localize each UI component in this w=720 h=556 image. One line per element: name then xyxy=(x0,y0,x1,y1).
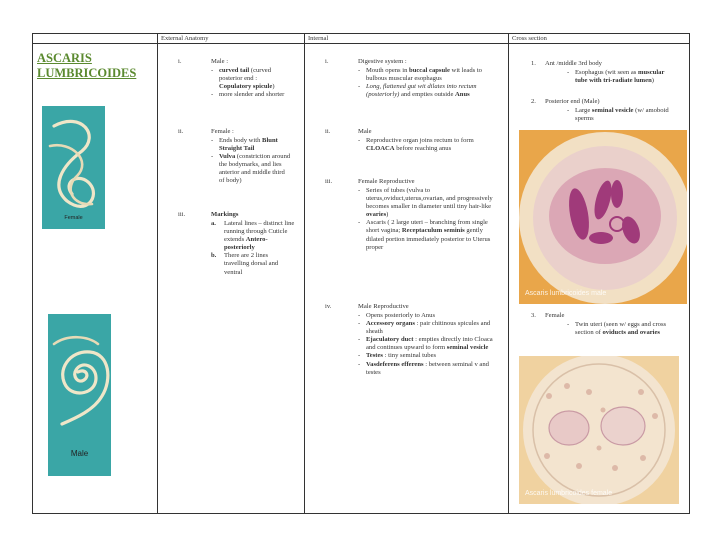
list-item: - more slender and shorter xyxy=(211,91,289,99)
female-specimen-photo xyxy=(42,106,105,229)
female-photo-label: Female xyxy=(64,215,83,221)
list-item: - Twin uteri (seen w/ eggs and cross section of oviducts and ovaries xyxy=(567,321,677,337)
male-specimen-photo xyxy=(48,314,111,476)
list-item: - Accessory organs : pair chitinous spicules and sheath xyxy=(358,320,498,336)
header-external-anatomy: External Anatomy xyxy=(158,34,305,44)
list-item: - Reproductive organ joins rectum to form CLOACA before reaching anus xyxy=(358,137,498,153)
micrograph-caption-male: Ascaris lumbricoides male xyxy=(525,289,607,297)
specimen-column xyxy=(33,44,158,514)
cross-section-female-micrograph xyxy=(519,356,679,504)
list-item: - Ejaculatory duct : empties directly into Cloaca and continues upward to form seminal vesicle xyxy=(358,336,498,352)
list-item: - Vulva (constriction around the bodymarks, and lies anterior and middle third of body) xyxy=(211,153,291,185)
cross-section-column: 1. Ant /middle 3rd body - Esophagus (wit seen as muscular tube with tri-radiate lumen) 2. Posterior end (Male) - Large seminal vesicle (w/ amoboid sperms Ascaris lumbricoides male 3. Female - Twin uteri (seen w/ eggs and cross section of oviducts and ovaries Ascaris lumbricoides female xyxy=(509,44,690,514)
list-item: - Ascaris ( 2 large uteri – branching from single short vagina; Receptaculum seminis gently dilated portion immediately posterior to Uterus proper xyxy=(358,219,498,251)
list-item: - Ends body with Blunt Straight Tail xyxy=(211,137,291,153)
internal-column: i. Digestive system : - Mouth opens in buccal capsule wit leads to bulbous muscular esophagus - Long, flattened gut wit dilates into rectum (posteriorly) and empties outside Anus ii. Male - Reproductive organ joins rectum to form CLOACA before reaching anus iii. Female Reproductive - Series of tubes (vulva to uterus,oviduct,uterus,ovarian, and progressively becomes smaller in diameter until tiny hair-like ovaries) - Ascaris ( 2 large uteri – branching from single short vagina; Receptaculum seminis gently dilated portion immediately posterior to Uterus proper iv. Male Reproductive - Opens posteriorly to Anus - Accessory organs : pair chitinous spicules and sheath - Ejaculatory duct : empties directly into Cloaca and continues upward to form seminal vesicle - Testes : tiny seminal tubes - Vasdeferens efferens : between seminal v and testes xyxy=(305,44,509,514)
list-item: - curved tail (curved posterior end : xyxy=(211,67,289,83)
list-item: Copulatory spicule) xyxy=(219,83,275,91)
cross-section-male-micrograph xyxy=(519,130,687,304)
list-item: - Long, flattened gut wit dilates into rectum (posteriorly) and empties outside Anus xyxy=(358,83,498,99)
page-title: ASCARIS LUMBRICOIDES xyxy=(37,51,137,80)
list-item: a. Lateral lines – distinct line running through Cuticle extends Antero-posteriorly xyxy=(211,220,295,252)
male-photo-label: Male xyxy=(70,449,89,458)
list-item: - Series of tubes (vulva to uterus,oviduct,uterus,ovarian, and progressively becomes smaller in diameter until tiny hair-like ovaries) xyxy=(358,187,498,219)
header-row xyxy=(33,34,690,44)
list-item: - Large seminal vesicle (w/ amoboid sperms xyxy=(567,107,677,123)
header-internal: Internal xyxy=(305,34,509,44)
list-item: b. There are 2 lines travelling dorsal and ventral xyxy=(211,252,279,276)
external-anatomy-column: i. Male : - curved tail (curved posterior end : Copulatory spicule) - more slender and shorter ii. Female : - Ends body with Blunt Straight Tail - Vulva (constriction around the bodymarks, and lies anterior and middle third of body) iii. Markings a. Lateral lines – distinct line running through Cuticle extends Antero-posteriorly b. There are 2 lines travelling dorsal and ventral xyxy=(158,44,305,514)
micrograph-caption-female: Ascaris lumbricoides female xyxy=(525,489,613,497)
list-item: - Mouth opens in buccal capsule wit leads to bulbous muscular esophagus xyxy=(358,67,498,83)
list-item: - Testes : tiny seminal tubes xyxy=(358,352,498,360)
list-item: - Vasdeferens efferens : between seminal v and testes xyxy=(358,361,498,377)
female-cross-section-image xyxy=(519,356,679,504)
header-cell-blank xyxy=(33,34,158,44)
header-cross-section: Cross section xyxy=(509,34,690,44)
male-cross-section-image xyxy=(519,130,687,304)
list-item: - Opens posteriorly to Anus xyxy=(358,312,498,320)
female-worm-image xyxy=(42,106,105,229)
list-item: - Esophagus (wit seen as muscular tube with tri-radiate lumen) xyxy=(567,69,677,85)
comparison-table xyxy=(32,33,690,514)
